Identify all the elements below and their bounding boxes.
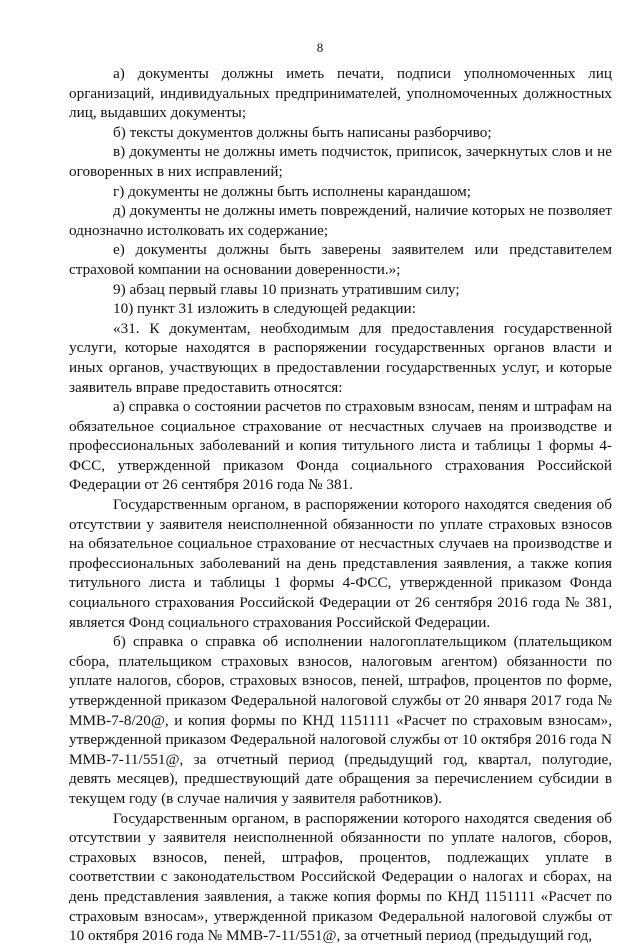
paragraph-item-b-certificate: б) справка о справка об исполнении налогоплательщиком (плательщиком сбора, плательщиком страховых взносов, налоговым агентом) обязанности по уплате налогов, сборов, страховых взносов, пеней, штрафов, процентов по форме, утвержденной приказом Федеральной налоговой службы от 20 января 2017 года № ММВ-7-8/20@, и копия формы по КНД 1151111 «Расчет по страховым взносам», утвержденной приказом Федеральной налоговой службы от 10 октября 2016 года N ММВ-7-11/551@, за отчетный период (предыдущий год, квартал, полугодие, девять месяцев), предшествующий дате обращения за перечислением субсидии в текущем году (в случае наличия у заявителя работников). <box>69 633 612 807</box>
paragraph-item-b: б) тексты документов должны быть написаны разборчиво; <box>113 123 492 141</box>
paragraph-clause-31: «31. К документам, необходимым для предоставления государственной услуги, которые находятся в распоряжении государственных органов власти и иных органов, участвующих в предоставлении государственных услуг, и которые заявитель вправе предоставить относятся: <box>69 319 612 396</box>
paragraph-item-v: в) документы не должны иметь подчисток, приписок, зачеркнутых слов и не оговоренных в них исправлений; <box>69 143 612 180</box>
paragraph-item-e: е) документы должны быть заверены заявителем или представителем страховой компании на основании доверенности.»; <box>69 241 612 278</box>
paragraph-item-g: г) документы не должны быть исполнены карандашом; <box>113 182 471 200</box>
paragraph-point-10: 10) пункт 31 изложить в следующей редакции: <box>113 300 416 318</box>
paragraph-authority-fns: Государственным органом, в распоряжении которого находятся сведения об отсутствии у заявителя неисполненной обязанности по уплате налогов, сборов, страховых взносов, пеней, штрафов, процентов, подлежащих уплате в соответствии с законодательством Российской Федерации о налогах и сборах, на день представления заявления, а также копия формы по КНД 1151111 «Расчет по страховым взносам», утвержденной приказом Федеральной налоговой службы от 10 октября 2016 года № ММВ-7-11/551@, за отчетный период (предыдущий год, <box>69 809 612 945</box>
paragraph-item-a: а) документы должны иметь печати, подписи уполномоченных лиц организаций, индивидуальных предпринимателей, уполномоченных должностных лиц, выдавших документы; <box>69 65 612 122</box>
paragraph-item-a-certificate: а) справка о состоянии расчетов по страховым взносам, пеням и штрафам на обязательное социальное страхование от несчастных случаев на производстве и профессиональных заболеваний и копия титульного листа и таблицы 1 формы 4-ФСС, утвержденной приказом Фонда социального страхования Российской Федерации от 26 сентября 2016 года № 381. <box>69 398 612 494</box>
paragraph-point-9: 9) абзац первый главы 10 признать утратившим силу; <box>113 280 460 298</box>
page-number: 8 <box>316 40 324 55</box>
paragraph-authority-fss: Государственным органом, в распоряжении которого находятся сведения об отсутствии у заявителя неисполненной обязанности по уплате страховых взносов на обязательное социальное страхование от несчастных случаев на производстве и профессиональных заболеваний на день представления заявления, а также копия титульного листа и таблицы 1 формы 4-ФСС, утвержденной приказом Фонда социального страхования Российской Федерации от 26 сентября 2016 года № 381, является Фонд социального страхования Российской Федерации. <box>69 496 612 631</box>
document-body <box>69 64 612 946</box>
paragraph-item-d: д) документы не должны иметь повреждений, наличие которых не позволяет однозначно истолковать их содержание; <box>69 202 612 239</box>
